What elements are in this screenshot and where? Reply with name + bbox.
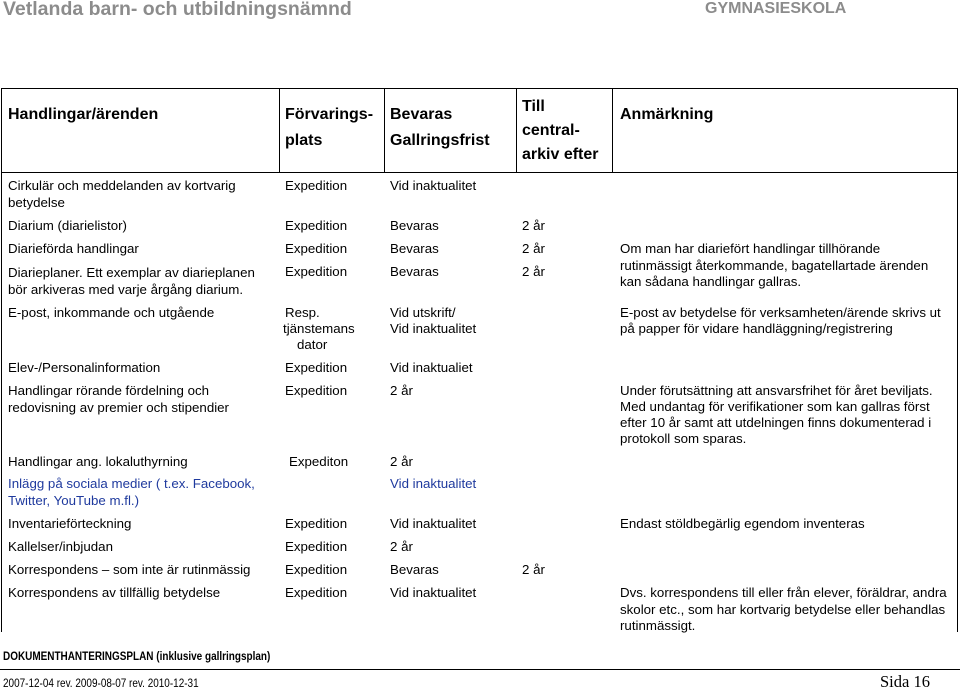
archive-cell: 2 år bbox=[522, 562, 545, 577]
document-cell: Elev-/Personalinformation bbox=[8, 360, 161, 375]
retention-cell: Vid inaktualitet bbox=[390, 476, 477, 491]
column-divider bbox=[516, 88, 517, 173]
table-header-bottom-border bbox=[1, 172, 958, 173]
table-row bbox=[0, 305, 960, 352]
storage-cell bbox=[283, 305, 355, 353]
retention-cell: Vid inaktualitet bbox=[390, 585, 477, 600]
remarks-line: rutinmässigt återkommande, bagatellartade ärenden bbox=[620, 257, 929, 273]
document-cell bbox=[8, 476, 255, 509]
remarks-cell: Endast stöldbegärlig egendom inventeras bbox=[620, 516, 865, 531]
document-line: Handlingar rörande fördelning och bbox=[8, 383, 210, 398]
column-divider bbox=[279, 88, 280, 173]
retention-cell: Bevaras bbox=[390, 264, 439, 279]
table-row bbox=[0, 539, 960, 554]
document-cell bbox=[8, 383, 229, 416]
document-line: redovisning av premier och stipendier bbox=[8, 399, 229, 415]
retention-cell: 2 år bbox=[390, 454, 413, 469]
storage-cell: Expedition bbox=[285, 178, 348, 193]
remarks-line: på papper för vidare handläggning/registrering bbox=[620, 321, 893, 336]
plan-title: DOKUMENTHANTERINGSPLAN (inklusive gallringsplan) bbox=[3, 649, 271, 663]
storage-cell: Expedition bbox=[285, 562, 348, 577]
retention-cell: Bevaras bbox=[390, 562, 439, 577]
retention-cell: Bevaras bbox=[390, 241, 439, 256]
document-cell bbox=[8, 264, 255, 298]
storage-line: tjänstemans bbox=[283, 321, 355, 336]
document-cell: Diarium (diarielistor) bbox=[8, 218, 127, 233]
column-header-archive bbox=[522, 95, 599, 167]
column-header-retention bbox=[390, 102, 490, 154]
remarks-line: efter 10 år samt att utdelningen finns dokumenterad i bbox=[620, 415, 932, 430]
document-line: Twitter, YouTube m.fl.) bbox=[8, 492, 140, 508]
archive-cell: 2 år bbox=[522, 264, 545, 279]
storage-cell: Expedition bbox=[285, 383, 348, 398]
remarks-line: skolor etc., som har kortvarig betydelse eller behandlas bbox=[620, 601, 946, 617]
remarks-line: E-post av betydelse för verksamheten/ärende skrivs ut bbox=[620, 305, 941, 320]
table-row bbox=[0, 476, 960, 508]
document-line: Diarieplaner. Ett exemplar av diarieplanen bbox=[8, 265, 255, 280]
storage-cell: Expedition bbox=[285, 516, 348, 531]
storage-cell: Expedition bbox=[285, 585, 348, 600]
storage-cell: Expedition bbox=[285, 539, 348, 554]
column-header-line: Till bbox=[522, 98, 545, 115]
footer-divider bbox=[0, 669, 960, 670]
archive-cell: 2 år bbox=[522, 218, 545, 233]
retention-line: Vid inaktualitet bbox=[390, 321, 477, 336]
retention-cell: Vid inaktualitet bbox=[390, 516, 477, 531]
remarks-line: rutinmässigt. bbox=[620, 618, 696, 633]
column-header-line: Förvarings- bbox=[285, 106, 374, 123]
table-row bbox=[0, 178, 960, 210]
remarks-line: kan sådana handlingar gallras. bbox=[620, 274, 802, 289]
retention-line: Vid utskrift/ bbox=[390, 305, 456, 320]
remarks-cell bbox=[620, 585, 947, 635]
school-title: GYMNASIESKOLA bbox=[705, 0, 847, 17]
retention-cell: 2 år bbox=[390, 539, 413, 554]
storage-cell: Expedition bbox=[285, 360, 348, 375]
document-line: Inlägg på sociala medier ( t.ex. Facebook, bbox=[8, 476, 255, 491]
document-cell: Kallelser/inbjudan bbox=[8, 539, 113, 554]
retention-cell: Vid inaktualitet bbox=[390, 178, 477, 193]
table-row bbox=[0, 383, 960, 446]
archive-cell: 2 år bbox=[522, 241, 545, 256]
remarks-cell bbox=[620, 241, 928, 291]
page-number: Sida 16 bbox=[880, 672, 930, 691]
storage-line: dator bbox=[297, 337, 328, 352]
column-divider bbox=[612, 88, 613, 173]
retention-cell: 2 år bbox=[390, 383, 413, 398]
table-row bbox=[0, 454, 960, 469]
revision-dates: 2007-12-04 rev. 2009-08-07 rev. 2010-12-31 bbox=[3, 676, 199, 690]
remarks-line: Dvs. korrespondens till eller från elever, föräldrar, andra bbox=[620, 585, 947, 600]
storage-cell: Expedition bbox=[285, 218, 348, 233]
document-line: Cirkulär och meddelanden av kortvarig bbox=[8, 178, 236, 193]
retention-cell: Vid inaktualiet bbox=[390, 360, 473, 375]
remarks-line: Under förutsättning att ansvarsfrihet för året beviljats. bbox=[620, 383, 933, 398]
remarks-line: protokoll som sparas. bbox=[620, 431, 747, 446]
table-row bbox=[0, 360, 960, 375]
retention-cell: Bevaras bbox=[390, 218, 439, 233]
column-header-line: arkiv efter bbox=[522, 146, 599, 163]
column-header-line: plats bbox=[285, 132, 323, 149]
column-header-documents: Handlingar/ärenden bbox=[8, 106, 159, 123]
organization-title: Vetlanda barn- och utbildningsnämnd bbox=[3, 0, 352, 20]
table-row bbox=[0, 562, 960, 577]
document-cell: Handlingar ang. lokaluthyrning bbox=[8, 454, 188, 469]
retention-cell bbox=[390, 305, 476, 337]
remarks-line: Med undantag för verifikationer som kan gallras först bbox=[620, 399, 930, 414]
table-row bbox=[0, 516, 960, 531]
document-cell: Diarieförda handlingar bbox=[8, 241, 139, 256]
storage-cell: Expedition bbox=[285, 241, 348, 256]
column-header-remarks: Anmärkning bbox=[620, 106, 714, 123]
document-cell: E-post, inkommande och utgående bbox=[8, 305, 215, 320]
document-cell: Korrespondens – som inte är rutinmässig bbox=[8, 562, 251, 577]
column-header-line: Gallringsfrist bbox=[390, 132, 490, 149]
table-row bbox=[0, 218, 960, 233]
document-cell: Korrespondens av tillfällig betydelse bbox=[8, 585, 221, 600]
storage-cell: Expediton bbox=[289, 454, 349, 469]
column-header-line: Bevaras bbox=[390, 106, 453, 123]
column-divider bbox=[384, 88, 385, 173]
document-cell bbox=[8, 178, 236, 211]
remarks-cell bbox=[620, 305, 941, 337]
table-row bbox=[0, 585, 960, 633]
storage-cell: Expedition bbox=[285, 264, 348, 279]
document-line: betydelse bbox=[8, 194, 65, 210]
remarks-line: Om man har diariefört handlingar tillhörande bbox=[620, 241, 881, 256]
storage-line: Resp. bbox=[285, 305, 320, 320]
remarks-cell bbox=[620, 383, 933, 447]
document-line: bör arkiveras med varje årgång diarium. bbox=[8, 282, 244, 297]
table-top-border bbox=[1, 88, 958, 89]
column-header-line: central- bbox=[522, 122, 580, 139]
document-cell: Inventarieförteckning bbox=[8, 516, 132, 531]
column-header-storage bbox=[285, 102, 373, 154]
